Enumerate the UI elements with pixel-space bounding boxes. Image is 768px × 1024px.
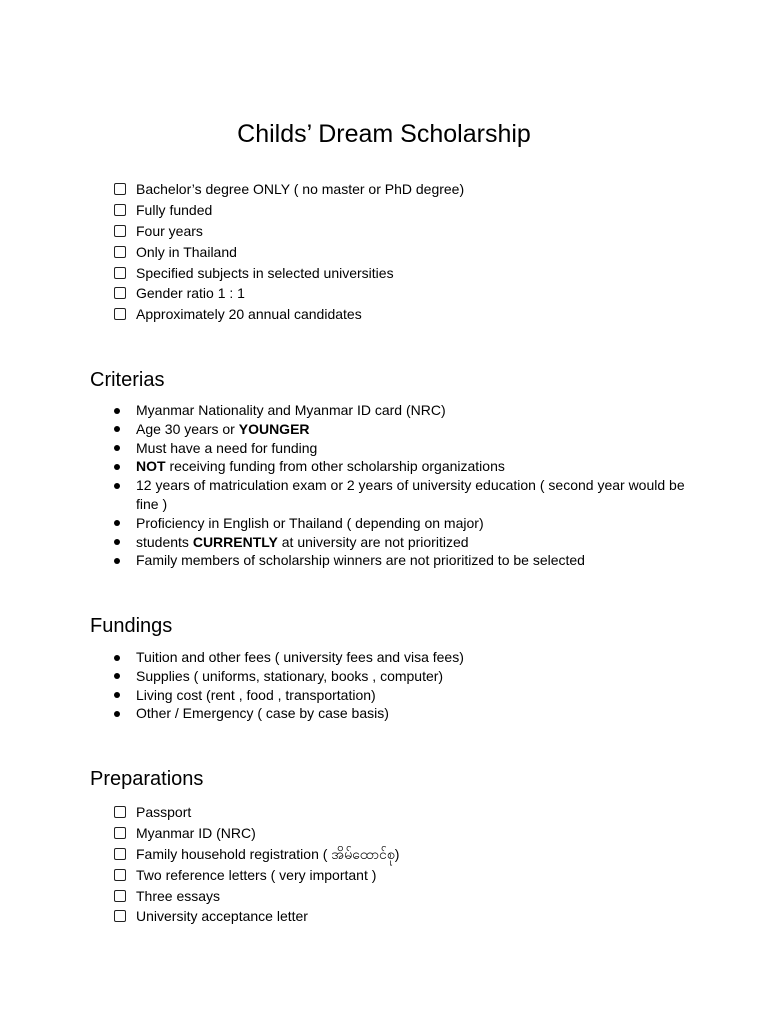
criterias-heading: Criterias (90, 369, 165, 391)
criteria-item (113, 476, 704, 514)
bullet-icon (114, 655, 120, 661)
overview-item (113, 200, 464, 221)
preparation-item-label: Three essays (136, 887, 221, 904)
bullet-icon (114, 426, 120, 432)
checkbox-icon[interactable] (114, 890, 126, 902)
criterias-list (113, 401, 704, 570)
bullet-icon (114, 445, 120, 451)
overview-item-label: Gender ratio 1 : 1 (136, 285, 245, 302)
checkbox-icon[interactable] (114, 308, 126, 320)
criteria-text: Proficiency in English or Thailand ( depending on major) (136, 514, 484, 531)
preparation-item-label: Family household registration ( အိမ်ထောင်စု) (136, 845, 400, 862)
criteria-text: Family members of scholarship winners are not prioritized to be selected (136, 552, 585, 569)
funding-item (113, 667, 704, 686)
overview-checklist (113, 179, 464, 325)
bullet-icon (114, 692, 120, 698)
overview-item-label: Bachelor’s degree ONLY ( no master or PhD degree) (136, 181, 465, 197)
criteria-item (113, 420, 704, 439)
preparation-item (113, 865, 399, 886)
overview-item (113, 304, 464, 325)
checkbox-icon[interactable] (114, 246, 126, 258)
preparations-heading: Preparations (90, 768, 204, 790)
preparation-item (113, 844, 399, 865)
checkbox-icon[interactable] (114, 869, 126, 881)
overview-item-label: Only in Thailand (136, 243, 237, 260)
overview-item (113, 179, 464, 200)
bullet-icon (114, 464, 120, 470)
bullet-icon (114, 711, 120, 717)
funding-item (113, 648, 704, 667)
criteria-item (113, 551, 704, 570)
criteria-text: receiving funding from other scholarship organizations (165, 458, 505, 475)
overview-item (113, 221, 464, 242)
preparation-item (113, 906, 399, 927)
bullet-icon (114, 408, 120, 414)
preparations-checklist (113, 802, 399, 927)
preparation-item-label: Two reference letters ( very important ) (136, 866, 377, 883)
checkbox-icon[interactable] (114, 287, 126, 299)
criteria-item (113, 457, 704, 476)
bullet-icon (114, 673, 120, 679)
checkbox-icon[interactable] (114, 204, 126, 216)
overview-item-label: Fully funded (136, 201, 213, 218)
overview-item-label: Specified subjects in selected universities (136, 264, 394, 281)
overview-item-label: Approximately 20 annual candidates (136, 306, 362, 323)
criteria-item (113, 514, 704, 533)
criteria-text: Age 30 years or (136, 420, 239, 437)
criteria-emphasis: CURRENTLY (192, 533, 278, 550)
criteria-text: students (136, 533, 193, 550)
checkbox-icon[interactable] (114, 225, 126, 237)
preparation-item (113, 886, 399, 907)
checkbox-icon[interactable] (114, 267, 126, 279)
checkbox-icon[interactable] (114, 848, 126, 860)
checkbox-icon[interactable] (114, 183, 126, 195)
preparation-item-label: University acceptance letter (136, 908, 308, 925)
preparation-item-label: Passport (136, 804, 192, 820)
criteria-emphasis: NOT (136, 458, 166, 475)
overview-item (113, 263, 464, 284)
funding-text: Other / Emergency ( case by case basis) (136, 705, 389, 722)
criteria-item (113, 401, 704, 420)
bullet-icon (114, 558, 120, 564)
checkbox-icon[interactable] (114, 827, 126, 839)
criteria-text: at university are not prioritized (277, 533, 469, 550)
document-title: Childs’ Dream Scholarship (237, 120, 531, 148)
funding-item (113, 686, 704, 705)
checkbox-icon[interactable] (114, 910, 126, 922)
preparation-item-label: Myanmar ID (NRC) (136, 824, 256, 841)
overview-item (113, 283, 464, 304)
preparation-item (113, 802, 399, 823)
overview-item-label: Four years (136, 222, 203, 239)
criteria-text: Must have a need for funding (136, 439, 318, 456)
preparation-item (113, 823, 399, 844)
funding-item (113, 704, 704, 723)
criteria-text: Myanmar Nationality and Myanmar ID card (NRC) (136, 402, 446, 418)
bullet-icon (114, 539, 120, 545)
criteria-item (113, 533, 704, 552)
criteria-emphasis: YOUNGER (238, 420, 310, 437)
overview-item (113, 242, 464, 263)
criteria-text: 12 years of matriculation exam or 2 years of university education ( second year would be fine ) (136, 477, 685, 512)
fundings-heading: Fundings (90, 615, 173, 637)
criteria-item (113, 439, 704, 458)
checkbox-icon[interactable] (114, 806, 126, 818)
fundings-list (113, 648, 704, 723)
bullet-icon (114, 520, 120, 526)
funding-text: Supplies ( uniforms, stationary, books , computer) (136, 667, 444, 684)
funding-text: Living cost (rent , food , transportation) (136, 686, 376, 703)
funding-text: Tuition and other fees ( university fees and visa fees) (136, 649, 464, 665)
bullet-icon (114, 483, 120, 489)
